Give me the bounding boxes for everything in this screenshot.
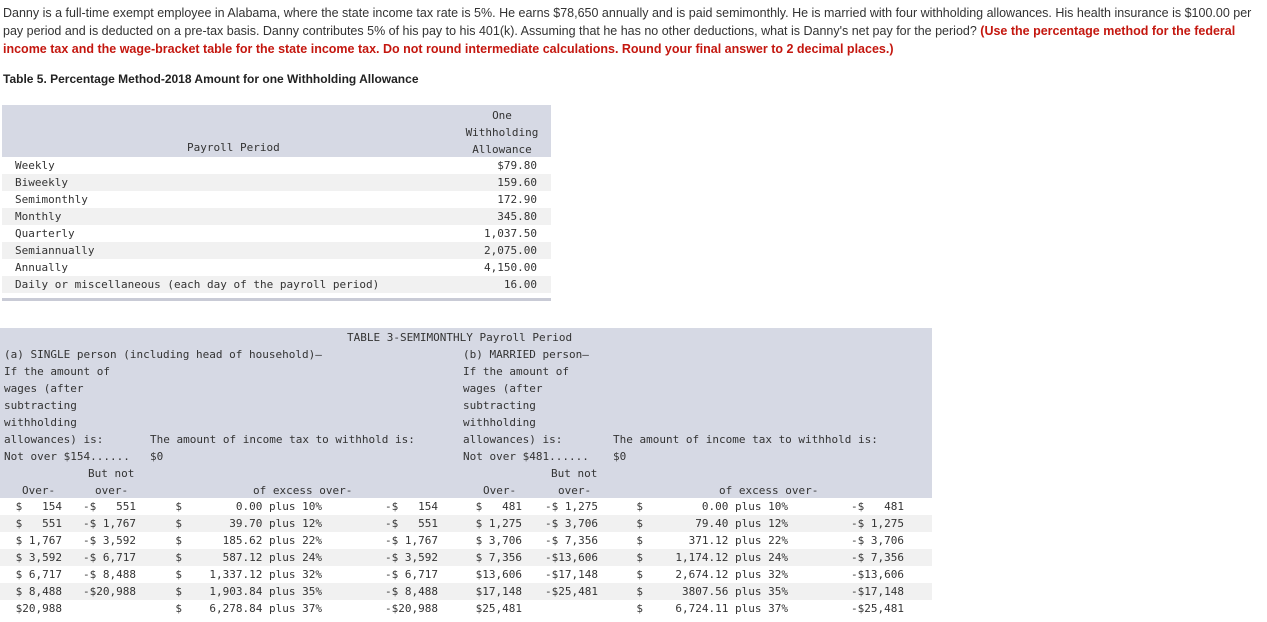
married-dollar: $ — [636, 585, 643, 598]
single-over-header: Over- — [22, 484, 56, 497]
single-tax: 587.12 plus 24% — [222, 551, 322, 564]
married-over2-header: over- — [558, 484, 592, 497]
table5-bottom-border — [2, 298, 551, 301]
table5-title: Table 5. Percentage Method-2018 Amount for one Withholding Allowance — [3, 72, 419, 86]
married-excess: -$17,148 — [851, 585, 904, 598]
married-excess: -$ 1,275 — [851, 517, 904, 530]
table5-row — [2, 259, 551, 276]
table5-period: Quarterly — [15, 227, 75, 240]
single-excess-header: of excess over- — [253, 484, 353, 497]
table5 — [2, 105, 551, 304]
married-header-line: Not over $481...... — [463, 450, 589, 463]
single-tax: 6,278.84 plus 37% — [209, 602, 322, 615]
married-tax: 2,674.12 plus 32% — [675, 568, 788, 581]
married-not-over: -$17,148 — [545, 568, 598, 581]
question-instructions: (Use the percentage method for the federal income tax and the wage-bracket table for the state income tax. Do not round intermediate calculations. Round your final answer to 2 decimal places.) — [3, 24, 1236, 56]
table5-period: Weekly — [15, 159, 55, 172]
table5-period: Monthly — [15, 210, 62, 223]
table5-period: Daily or miscellaneous (each day of the payroll period) — [15, 278, 380, 291]
married-header-line: wages (after — [463, 382, 543, 395]
table5-amount: 16.00 — [503, 278, 537, 291]
single-over: $ 551 — [15, 517, 62, 530]
table5-header-period: Payroll Period — [187, 141, 280, 154]
married-not-over: -$ 3,706 — [545, 517, 598, 530]
table5-amount: $79.80 — [497, 159, 537, 172]
single-header-line: subtracting — [4, 399, 77, 412]
married-over: $ 481 — [475, 500, 522, 513]
table5-row — [2, 174, 551, 191]
single-tax: 185.62 plus 22% — [222, 534, 322, 547]
single-header-line: wages (after — [4, 382, 84, 395]
married-tax: 0.00 plus 10% — [701, 500, 788, 513]
single-not-over: -$ 8,488 — [83, 568, 136, 581]
married-not-over: -$ 1,275 — [545, 500, 598, 513]
married-excess: -$25,481 — [851, 602, 904, 615]
table3-row — [0, 566, 932, 583]
single-excess: -$ 3,592 — [385, 551, 438, 564]
single-tax: 1,337.12 plus 32% — [209, 568, 322, 581]
table5-amount: 1,037.50 — [484, 227, 537, 240]
single-over: $20,988 — [15, 602, 62, 615]
single-not-over: -$20,988 — [83, 585, 136, 598]
table3-row — [0, 498, 932, 515]
single-excess: -$ 8,488 — [385, 585, 438, 598]
table5-amount: 345.80 — [497, 210, 537, 223]
table5-header-allowance — [457, 107, 547, 158]
table5-header — [2, 105, 551, 157]
table5-row — [2, 225, 551, 242]
single-not-over: -$ 1,767 — [83, 517, 136, 530]
married-tax: 79.40 plus 12% — [695, 517, 788, 530]
table3-row — [0, 549, 932, 566]
table5-row — [2, 242, 551, 259]
married-not-over: -$25,481 — [545, 585, 598, 598]
married-header-line: allowances) is: — [463, 433, 563, 446]
married-zero: $0 — [613, 450, 627, 463]
married-not-over: -$ 7,356 — [545, 534, 598, 547]
single-not-over: -$ 551 — [83, 500, 136, 513]
table3-row — [0, 600, 932, 617]
single-excess: -$ 1,767 — [385, 534, 438, 547]
single-over: $ 3,592 — [15, 551, 62, 564]
single-excess: -$ 154 — [385, 500, 438, 513]
married-excess-header: of excess over- — [719, 484, 819, 497]
married-tax: 3807.56 plus 35% — [682, 585, 788, 598]
single-tax: 1,903.84 plus 35% — [209, 585, 322, 598]
table3-title: TABLE 3-SEMIMONTHLY Payroll Period — [347, 331, 573, 344]
married-tax: 371.12 plus 22% — [688, 534, 788, 547]
table5-period: Semiannually — [15, 244, 95, 257]
married-tax-header: The amount of income tax to withhold is: — [613, 433, 878, 446]
married-dollar: $ — [636, 568, 643, 581]
table3-header — [0, 328, 932, 498]
table5-header-allowance-line: Withholding — [465, 126, 539, 139]
single-over: $ 1,767 — [15, 534, 62, 547]
single-but-not: But not — [88, 467, 135, 480]
table5-amount: 159.60 — [497, 176, 537, 189]
single-tax: 0.00 plus 10% — [235, 500, 322, 513]
married-over: $13,606 — [475, 568, 522, 581]
table5-row — [2, 208, 551, 225]
single-excess: -$ 6,717 — [385, 568, 438, 581]
single-dollar: $ — [175, 534, 182, 547]
question-body: Danny is a full-time exempt employee in Alabama, where the state income tax rate is 5%. He earns $78,650 annually and is paid semimonthly. He is married with four withholding allowances. His health insurance is $100.00 per pay period and is deducted on a pre-tax basis. Danny contributes 5% of his pay to his 401(k). Assuming that he has no other deductions, what is Danny's net pay for the period? — [3, 6, 1252, 38]
table3-row — [0, 532, 932, 549]
single-header-line: Not over $154...... — [4, 450, 130, 463]
table5-period: Annually — [15, 261, 68, 274]
single-over: $ 6,717 — [15, 568, 62, 581]
married-excess: -$ 3,706 — [851, 534, 904, 547]
married-excess: -$ 481 — [851, 500, 904, 513]
married-but-not: But not — [551, 467, 598, 480]
table3 — [0, 328, 932, 622]
married-not-over: -$13,606 — [545, 551, 598, 564]
single-over: $ 8,488 — [15, 585, 62, 598]
table5-row — [2, 191, 551, 208]
married-dollar: $ — [636, 534, 643, 547]
single-dollar: $ — [175, 585, 182, 598]
married-dollar: $ — [636, 517, 643, 530]
single-dollar: $ — [175, 602, 182, 615]
married-dollar: $ — [636, 500, 643, 513]
table5-header-allowance-line: One — [492, 109, 512, 122]
married-over: $ 7,356 — [475, 551, 522, 564]
single-dollar: $ — [175, 517, 182, 530]
single-dollar: $ — [175, 551, 182, 564]
table3-row — [0, 515, 932, 532]
table5-header-allowance-line: Allowance — [472, 143, 532, 156]
married-header-line: If the amount of — [463, 365, 569, 378]
single-header-line: (a) SINGLE person (including head of household)— — [4, 348, 322, 361]
table3-row — [0, 583, 932, 600]
married-dollar: $ — [636, 602, 643, 615]
married-over: $ 1,275 — [475, 517, 522, 530]
table5-period: Biweekly — [15, 176, 68, 189]
married-header-line: (b) MARRIED person— — [463, 348, 589, 361]
single-dollar: $ — [175, 568, 182, 581]
married-dollar: $ — [636, 551, 643, 564]
table5-row — [2, 157, 551, 174]
single-header-line: withholding — [4, 416, 77, 429]
single-zero: $0 — [150, 450, 164, 463]
single-header-line: allowances) is: — [4, 433, 104, 446]
question-text — [3, 4, 1258, 58]
single-tax-header: The amount of income tax to withhold is: — [150, 433, 415, 446]
single-excess: -$ 551 — [385, 517, 438, 530]
single-excess: -$20,988 — [385, 602, 438, 615]
single-over: $ 154 — [15, 500, 62, 513]
single-tax: 39.70 plus 12% — [229, 517, 322, 530]
table5-amount: 2,075.00 — [484, 244, 537, 257]
single-dollar: $ — [175, 500, 182, 513]
table5-period: Semimonthly — [15, 193, 88, 206]
single-over2-header: over- — [95, 484, 129, 497]
single-header-line: If the amount of — [4, 365, 110, 378]
married-over: $ 3,706 — [475, 534, 522, 547]
married-over: $25,481 — [475, 602, 522, 615]
married-tax: 1,174.12 plus 24% — [675, 551, 788, 564]
married-excess: -$13,606 — [851, 568, 904, 581]
single-not-over: -$ 6,717 — [83, 551, 136, 564]
table5-amount: 172.90 — [497, 193, 537, 206]
married-header-line: withholding — [463, 416, 536, 429]
married-over: $17,148 — [475, 585, 522, 598]
single-not-over: -$ 3,592 — [83, 534, 136, 547]
table5-row — [2, 276, 551, 293]
married-tax: 6,724.11 plus 37% — [675, 602, 788, 615]
married-header-line: subtracting — [463, 399, 536, 412]
married-over-header: Over- — [483, 484, 517, 497]
married-excess: -$ 7,356 — [851, 551, 904, 564]
table5-amount: 4,150.00 — [484, 261, 537, 274]
